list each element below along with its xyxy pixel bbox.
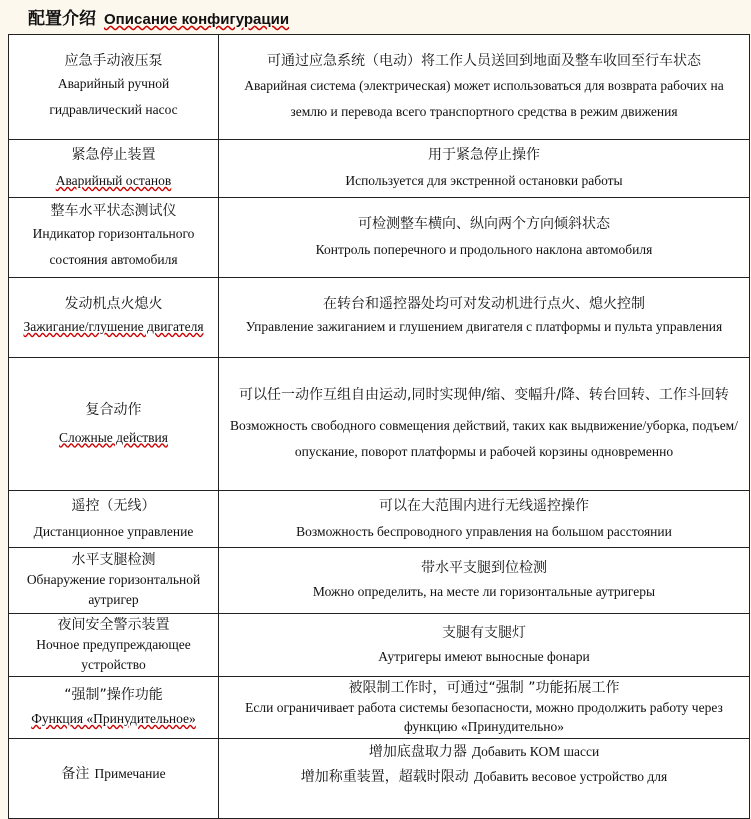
table-row xyxy=(9,35,750,140)
table-row xyxy=(9,358,750,491)
config-desc-cell xyxy=(219,491,750,548)
config-desc-cn: 被限制工作时，可通过“强制 ”功能拓展工作 xyxy=(348,680,620,696)
config-desc-ru: Используется для экстренной остановки работы xyxy=(345,173,623,188)
config-name-ru: Сложные действия xyxy=(59,429,168,445)
config-name-ru: Индикатор горизонтального состояния автомобиля xyxy=(32,226,195,267)
config-desc-cell xyxy=(219,358,750,491)
config-desc-cell xyxy=(219,677,750,739)
config-desc-cn: 可通过应急系统（电动）将工作人员送回到地面及整车收回至行车状态 xyxy=(267,53,701,69)
table-row xyxy=(9,140,750,198)
config-desc-cn: 在转台和遥控器处均可对发动机进行点火、熄火控制 xyxy=(323,296,645,312)
config-name-ru: Обнаружение горизонтальной аутригер xyxy=(26,572,201,607)
config-desc-line xyxy=(225,766,743,787)
config-name-ru: Аварийный ручной гидравлический насос xyxy=(49,75,178,117)
config-name-ru: Дистанционное управление xyxy=(33,523,194,539)
config-name-ru: Ночное предупреждающее устройство xyxy=(36,636,191,672)
config-desc-ru: Контроль поперечного и продольного наклона автомобиля xyxy=(315,242,653,257)
table-row xyxy=(9,548,750,614)
config-desc-ru: Добавить весовое устройство для xyxy=(473,769,668,784)
config-desc-ru: Возможность свободного совмещения действий, таких как выдвижение/уборка, подъем/опускание, поворот платформы и рабочей корзины одновременно xyxy=(230,418,738,459)
config-name-cn: 整车水平状态测试仪 xyxy=(50,203,177,219)
config-desc-cn: 用于紧急停止操作 xyxy=(428,147,540,163)
config-desc-cn: 带水平支腿到位检测 xyxy=(421,560,547,576)
config-desc-line xyxy=(225,741,743,762)
config-name-ru: Зажигание/глушение двигателя xyxy=(23,319,204,334)
config-name-ru: Функция «Принудительное» xyxy=(31,711,196,726)
config-name-cn: 发动机点火熄火 xyxy=(64,296,163,312)
config-name-cn: “强制”操作功能 xyxy=(64,687,163,703)
config-name-cell xyxy=(9,198,219,278)
config-desc-ru: Если ограничивает работа системы безопасности, можно продолжить работу через функцию «Принудительно» xyxy=(245,700,723,734)
table-row xyxy=(9,739,750,819)
config-desc-cell xyxy=(219,614,750,677)
config-name-cn: 备注 xyxy=(61,766,90,782)
page-title-cn: 配置介绍 xyxy=(28,9,96,29)
config-desc-cn: 增加底盘取力器 xyxy=(368,744,467,760)
config-desc-cn: 可以任一动作互组自由运动,同时实现伸/缩、变幅升/降、转台回转、工作斗回转 xyxy=(239,387,729,403)
config-desc-ru: Возможность беспроводного управления на большом расстоянии xyxy=(296,523,672,539)
config-name-cell xyxy=(9,140,219,198)
config-desc-ru: Аутригеры имеют выносные фонари xyxy=(378,648,590,664)
config-desc-ru: Аварийная система (электрическая) может использоваться для возврата рабочих на землю и перевода всего транспортного средства в режим движения xyxy=(244,78,724,119)
config-name-cell xyxy=(9,278,219,358)
config-table xyxy=(8,34,750,819)
config-name-cell xyxy=(9,491,219,548)
config-desc-cn: 可以在大范围内进行无线遥控操作 xyxy=(379,497,589,514)
config-desc-cell xyxy=(219,739,750,819)
table-row xyxy=(9,614,750,677)
config-name-ru: Аварийный останов xyxy=(55,173,172,188)
config-name-cell xyxy=(9,614,219,677)
config-name-cell xyxy=(9,677,219,739)
config-desc-cell xyxy=(219,198,750,278)
config-desc-ru: Можно определить, на месте ли горизонтальные аутригеры xyxy=(312,584,656,599)
config-desc-cn: 支腿有支腿灯 xyxy=(442,624,526,641)
table-row xyxy=(9,198,750,278)
page-title-ru: Описание конфигурации xyxy=(104,11,290,28)
table-row xyxy=(9,491,750,548)
config-name-cn: 应急手动液压泵 xyxy=(64,52,163,69)
table-row xyxy=(9,677,750,739)
config-desc-ru: Добавить КОМ шасси xyxy=(471,744,600,759)
config-desc-cn: 增加称重装置，超载时限动 xyxy=(300,769,469,785)
config-desc-cell xyxy=(219,35,750,140)
config-desc-cell xyxy=(219,140,750,198)
config-desc-cell xyxy=(219,548,750,614)
config-name-cell xyxy=(9,358,219,491)
config-name-cell xyxy=(9,548,219,614)
config-name-cn: 遥控（无线） xyxy=(71,497,156,514)
config-name-cell xyxy=(9,35,219,140)
page-title xyxy=(28,4,289,28)
config-name-cell xyxy=(9,739,219,819)
config-desc-cell xyxy=(219,278,750,358)
config-desc-cn: 可检测整车横向、纵向两个方向倾斜状态 xyxy=(358,216,610,232)
config-desc-ru: Управление зажиганием и глушением двигателя с платформы и пульта управления xyxy=(245,319,723,334)
config-name-cn: 水平支腿检测 xyxy=(71,552,156,568)
config-name-cn: 复合动作 xyxy=(85,401,142,418)
config-name-cn: 夜间安全警示装置 xyxy=(57,616,170,633)
table-row xyxy=(9,278,750,358)
config-name-cn: 紧急停止装置 xyxy=(71,147,156,163)
config-name-ru: Примечание xyxy=(94,766,166,781)
